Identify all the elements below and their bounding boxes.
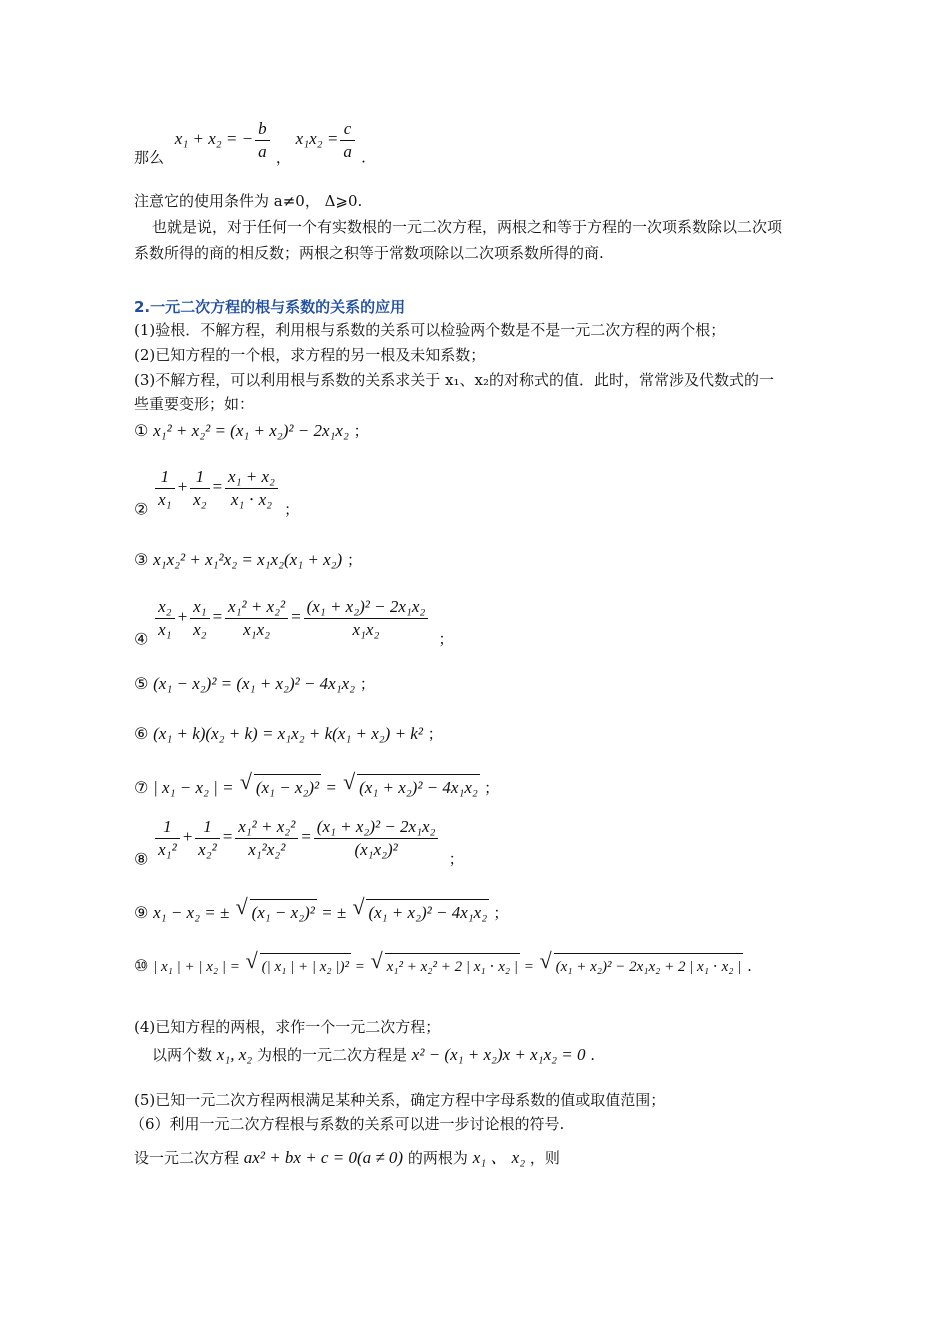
- marker-4: ④: [134, 629, 149, 649]
- marker-5: ⑤: [134, 674, 149, 693]
- formula-6: ⑥ (x₁ + k)(x₂ + k) = x₁x₂ + k(x₁ + x₂) + k² ；: [134, 724, 443, 743]
- formula-8: ⑧ $\frac{1}{\text{x₁²}}$ + $\frac{1}{\text{x₂²}}$ = $\frac{\text{x₁² + x₂²}}{\text{x₁²x₂²}}$ = $\frac{\text{(x₁ + x₂)² − 2x₁x₂}}{\text{(x₁x₂)²}}$ ；: [134, 817, 464, 869]
- explanation-line-1: 也就是说，对于任何一个有实数根的一元二次方程，两根之和等于方程的一次项系数除以二次项: [152, 218, 783, 236]
- marker-3: ③: [134, 550, 149, 569]
- sqrt-sign: √ x₁² + x₂² + 2 | x₁ ⋅ x₂ |: [371, 953, 520, 978]
- marker-2: ②: [134, 499, 149, 519]
- formula-10: ⑩ | x₁ | + | x₂ | = √ (| x₁ | + | x₂ |)² = √ x₁² + x₂² + 2 | x₁ ⋅ x₂ | = √ (x₁ + x₂)² − 2x₁x₂ + 2 | x₁ ⋅ x₂ | .: [134, 953, 752, 978]
- vieta-formulas: 那么 x₁ + x₂ = − $\frac{b}{a}$ ， x₁x₂ = $\frac{c}{a}$ .: [134, 119, 366, 167]
- item-6: （6）利用一元二次方程根与系数的关系可以进一步讨论根的符号.: [130, 1115, 565, 1133]
- item-3-line-1: (3)不解方程，可以利用根与系数的关系求关于 x₁、x₂的对称式的值．此时，常常涉及代数式的一: [134, 371, 774, 389]
- sqrt-sign: √ (x₁ − x₂)²: [240, 774, 321, 799]
- product-fraction: $\frac{c}{a}$: [340, 118, 355, 163]
- item-4-construction: 以两个数 x₁, x₂ 为根的一元二次方程是 x² − (x₁ + x₂)x + x₁x₂ = 0 .: [152, 1045, 596, 1064]
- sqrt-sign: √ (x₁ + x₂)² − 4x₁x₂: [343, 774, 480, 799]
- item-7: 设一元二次方程 ax² + bx + c = 0(a ≠ 0) 的两根为 x₁ 、 x₂ ，则: [134, 1148, 560, 1167]
- marker-6: ⑥: [134, 724, 149, 743]
- section-title: 2.一元二次方程的根与系数的关系的应用: [134, 298, 406, 316]
- marker-7: ⑦: [134, 778, 149, 797]
- marker-1: ①: [134, 421, 149, 440]
- sum-formula: x₁ + x₂ = − $\frac{b}{a}$: [175, 129, 276, 148]
- product-formula: x₁x₂ = $\frac{c}{a}$: [296, 129, 361, 148]
- item-2: (2)已知方程的一个根，求方程的另一根及未知系数；: [134, 346, 486, 364]
- item-3-line-2: 些重要变形；如：: [134, 395, 255, 413]
- formula-3: ③ x₁x₂² + x₁²x₂ = x₁x₂(x₁ + x₂) ；: [134, 550, 362, 569]
- usage-condition: 注意它的使用条件为 a≠0， Δ⩾0.: [134, 192, 363, 210]
- then-prefix: 那么: [134, 148, 165, 167]
- marker-8: ⑧: [134, 849, 149, 869]
- formula-9: ⑨ x₁ − x₂ = ± √ (x₁ − x₂)² = ± √ (x₁ + x₂)² − 4x₁x₂ ；: [134, 899, 508, 924]
- sqrt-sign: √ (x₁ + x₂)² − 2x₁x₂ + 2 | x₁ ⋅ x₂ |: [540, 953, 744, 978]
- marker-10: ⑩: [134, 956, 149, 975]
- item-1: (1)验根．不解方程，利用根与系数的关系可以检验两个数是不是一元二次方程的两个根；: [134, 321, 726, 339]
- sqrt-sign: √ (x₁ − x₂)²: [236, 899, 317, 924]
- explanation-line-2: 系数所得的商的相反数；两根之积等于常数项除以二次项系数所得的商.: [134, 244, 604, 262]
- item-4: (4)已知方程的两根，求作一个一元二次方程；: [134, 1018, 441, 1036]
- formula-5: ⑤ (x₁ − x₂)² = (x₁ + x₂)² − 4x₁x₂ ；: [134, 674, 375, 693]
- formula-2: ② $\frac{1}{\text{x₁}}$ + $\frac{1}{\text{x₂}}$ = $\frac{\text{x₁ + x₂}}{\text{x₁ ⋅ x₂}}$ ；: [134, 467, 300, 519]
- formula-7: ⑦ | x₁ − x₂ | = √ (x₁ − x₂)² = √ (x₁ + x₂)² − 4x₁x₂ ；: [134, 774, 499, 799]
- formula-1: ① x₁² + x₂² = (x₁ + x₂)² − 2x₁x₂ ；: [134, 421, 369, 440]
- sum-fraction: $\frac{b}{a}$: [255, 118, 270, 163]
- item-5: (5)已知一元二次方程两根满足某种关系，确定方程中字母系数的值或取值范围；: [134, 1091, 666, 1109]
- sqrt-sign: √ (x₁ + x₂)² − 4x₁x₂: [352, 899, 489, 924]
- formula-4: ④ $\frac{\text{x₂}}{\text{x₁}}$ + $\frac{\text{x₁}}{\text{x₂}}$ = $\frac{\text{x₁² + x₂²}}{\text{x₁x₂}}$ = $\frac{\text{(x₁ + x₂)² − 2x₁x₂}}{\text{x₁x₂}}$ ；: [134, 597, 454, 649]
- sqrt-sign: √ (| x₁ | + | x₂ |)²: [246, 953, 351, 978]
- marker-9: ⑨: [134, 903, 149, 922]
